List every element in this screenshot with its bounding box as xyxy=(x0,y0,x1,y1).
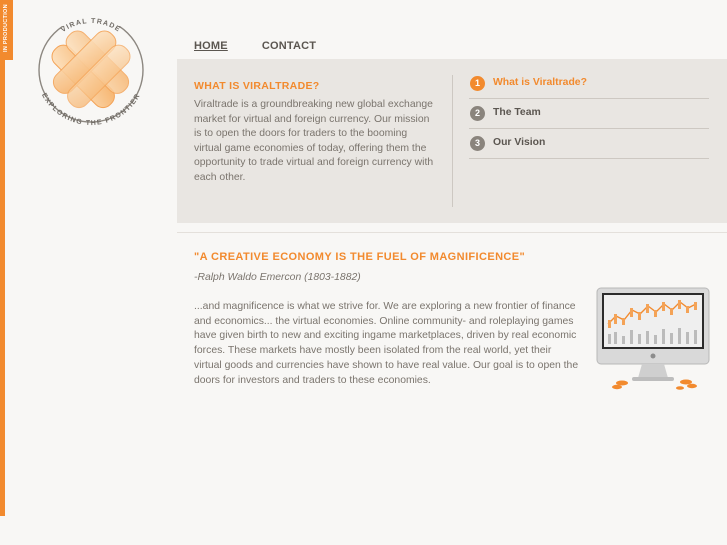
step-label: The Team xyxy=(493,107,541,118)
intro-title: WHAT IS VIRALTRADE? xyxy=(194,80,320,92)
intro-body: Viraltrade is a groundbreaking new global exchange market for virtual and foreign currency. Our mission is to open the doors for traders to the booming virtual game economies of today, offering them the opportunity to trade virtual and foreign currency with each other. xyxy=(194,99,434,183)
body-paragraph: ...and magnificence is what we strive for. We are exploring a new frontier of finance and economics... the virtual economies. Online community- and roleplaying games have given birth to new and exciting ingame marketplaces, driven by real economic forces. These markets have mostly been isolated from the real world, yet their virtual goods and currencies have shown to have real value. Our goal is to open the doors for investors and traders to these economies. xyxy=(194,301,579,386)
section-steps xyxy=(469,69,709,159)
nav-contact-link[interactable]: CONTACT xyxy=(261,40,317,52)
production-tab xyxy=(0,0,13,60)
coins-icon xyxy=(612,380,697,390)
step-label: What is Viraltrade? xyxy=(493,77,587,88)
computer-monitor-image xyxy=(592,284,716,396)
production-label: IN PRODUCTION xyxy=(3,4,9,52)
step-number-badge: 2 xyxy=(470,106,485,121)
logo-bottom-text: EXPLORING THE FRONTIER xyxy=(40,92,143,128)
panel-divider xyxy=(452,75,453,207)
intro-panel xyxy=(177,59,727,223)
logo-top-text: VIRAL TRADE xyxy=(60,17,122,34)
apple-logo-icon xyxy=(651,354,656,359)
step-the-team[interactable] xyxy=(469,99,709,129)
quote-heading: "A CREATIVE ECONOMY IS THE FUEL OF MAGNIFICENCE" xyxy=(194,251,526,263)
step-number-badge: 1 xyxy=(470,76,485,91)
side-accent-strip xyxy=(0,0,5,516)
step-our-vision[interactable] xyxy=(469,129,709,159)
step-what-is-viraltrade[interactable] xyxy=(469,69,709,99)
nav-home-link[interactable]: HOME xyxy=(194,40,228,52)
crossed-bands-icon xyxy=(48,27,134,112)
step-number-badge: 3 xyxy=(470,136,485,151)
viraltrade-logo[interactable] xyxy=(30,4,152,136)
main-nav xyxy=(194,40,316,52)
section-divider xyxy=(177,232,727,233)
step-label: Our Vision xyxy=(493,137,546,148)
quote-attribution: -Ralph Waldo Emercon (1803-1882) xyxy=(194,272,361,283)
